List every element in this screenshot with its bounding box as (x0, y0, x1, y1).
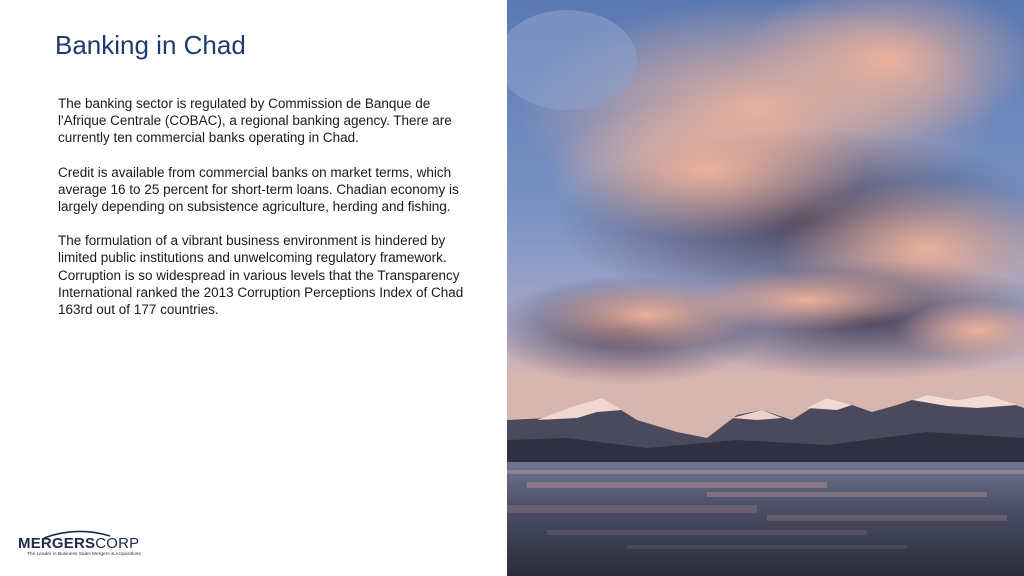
paragraph-credit: Credit is available from commercial banks on market terms, which average 16 to 25 percent for short-term loans. Chadian economy is largely depending on subsistence agriculture, herding and fishing. (58, 164, 459, 215)
slide-title: Banking in Chad (55, 30, 246, 60)
logo-word-bold: MERGERS (18, 535, 96, 552)
paragraph-business-environment: The formulation of a vibrant business environment is hindered by limited public institutions and unwelcoming regulatory framework. Corruption is so widespread in various levels that the Transparency International ranked the 2013 Corruption Perceptions Index of Chad 163rd out of 177 countries. (58, 233, 464, 318)
mergerscorp-logo (18, 529, 141, 561)
clouds (507, 0, 1024, 385)
paragraph-regulation: The banking sector is regulated by Commission de Banque de l'Afrique Centrale (COBAC), a regional banking agency. There are currently ten commercial banks operating in Chad. (58, 96, 452, 146)
logo-tagline: The Leader in Business Sales Mergers & Acquisitions (27, 552, 141, 557)
mountain-lake-sunset-photo (507, 0, 1024, 576)
logo-word-light: CORP (95, 535, 140, 552)
logo-wordmark (18, 535, 139, 552)
body-text (58, 95, 470, 335)
photo-illustration (507, 0, 1024, 576)
